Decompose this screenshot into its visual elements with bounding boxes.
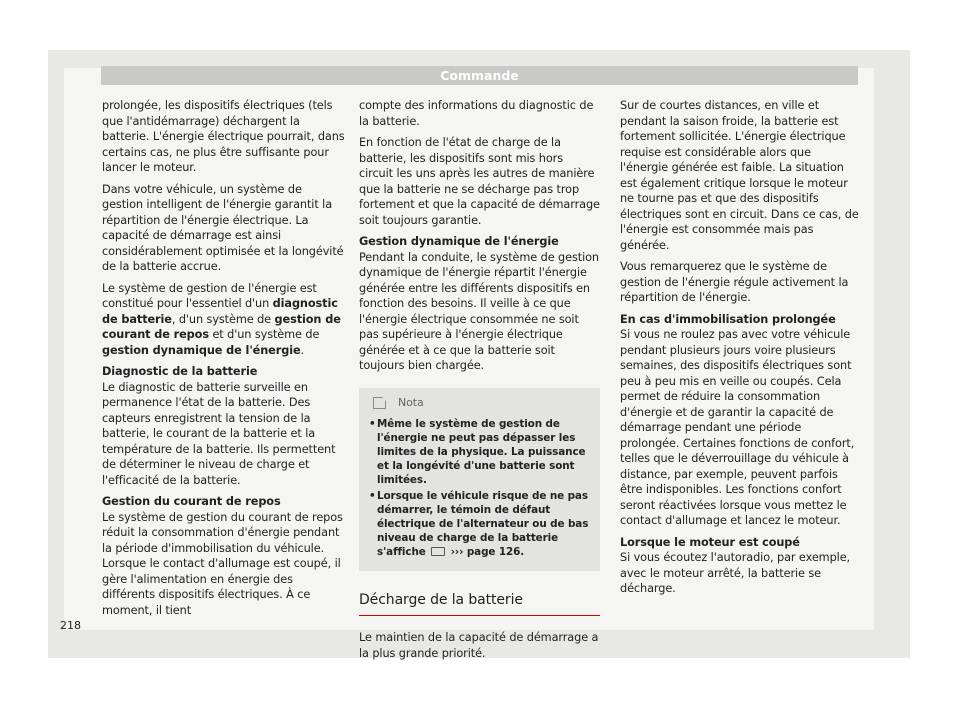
page-reference-link[interactable]: ››› page 126 [450, 545, 521, 558]
subheading: Gestion dynamique de l'énergie [359, 235, 559, 248]
text: Le système de gestion de l'énergie est constitué pour l'essentiel d'un [102, 281, 317, 310]
bullet-icon: • [369, 489, 376, 502]
bold-term: diagnostic de batterie [102, 297, 338, 326]
paragraph [102, 364, 346, 488]
column-1 [102, 98, 346, 624]
section-title: Décharge de la batterie [359, 593, 600, 617]
note-box [359, 388, 600, 571]
book-icon [431, 547, 445, 556]
text: Si vous ne roulez pas avec votre véhicule pendant plusieurs jours voire plusieurs semaines, des dispositifs électriques sont peu à peu mis en veille ou coupés. Cela permet de réduire la consommation d'énergie et de garantir la capacité de démarrage pendant une période prolongée. Certaines fonctions de confort, telles que le déverrouillage du véhicule à distance, par exemple, peuvent parfois être indisponibles. Les fonctions confort seront réactivées lorsque vous mettez le contact d'allumage et lancez le moteur. [620, 328, 855, 527]
subheading: Lorsque le moteur est coupé [620, 535, 800, 549]
column-2 [359, 98, 600, 667]
paragraph: Le maintien de la capacité de démarrage a la plus grande priorité. [359, 631, 599, 660]
subheading: En cas d'immobilisation prolongée [620, 312, 836, 326]
note-title: Nota [398, 395, 424, 409]
bold-term: gestion de courant de repos [102, 312, 341, 341]
paragraph [620, 535, 860, 597]
text: Pendant la conduite, le système de gestion dynamique de l'énergie répartit l'énergie générée entre les différents dispositifs en fonction des besoins. Il veille à ce que l'énergie électrique consommée ne soit pas supérieure à l'énergie électrique générée et à ce que la batterie soit toujours bien chargée. [359, 250, 599, 372]
note-icon [373, 397, 386, 409]
text: Si vous écoutez l'autoradio, par exemple, avec le moteur arrêté, la batterie se décharge. [620, 551, 851, 595]
paragraph: prolongée, les dispositifs électriques (tels que l'antidémarrage) déchargent la batterie. L'énergie électrique pourrait, dans certains cas, ne plus être suffisante pour lancer le moteur. [102, 99, 345, 174]
note-item [369, 489, 590, 559]
paragraph: compte des informations du diagnostic de la batterie. [359, 99, 594, 128]
paragraph [102, 281, 346, 359]
note-item [369, 417, 590, 487]
text: , d'un système de [171, 312, 275, 326]
note-header [369, 396, 590, 410]
subheading: Diagnostic de la batterie [102, 365, 258, 378]
paragraph [620, 312, 860, 529]
subheading: Gestion du courant de repos [102, 495, 281, 508]
column-3 [620, 98, 860, 603]
text: . [300, 343, 305, 357]
page-header: Commande [101, 66, 858, 85]
text: et d'un système de [208, 328, 320, 341]
text: Le système de gestion du courant de repos réduit la consommation d'énergie pendant la période d'immobilisation du véhicule. Lorsque le contact d'allumage est coupé, il gère l'alimentation en énergie des différents dispositifs électriques. À ce moment, il tient [102, 510, 343, 617]
text: Le diagnostic de batterie surveille en permanence l'état de la batterie. Des capteurs enregistrent la tension de la batterie, le courant de la batterie et la température de la batterie. Ils permettent de déterminer le niveau de charge et l'efficacité de la batterie. [102, 380, 336, 487]
bullet-icon: • [369, 417, 376, 430]
note-text: . [520, 545, 525, 558]
note-text: Lorsque le véhicule risque de ne pas démarrer, le témoin de défaut électrique de l'alternateur ou de bas niveau de charge de la batterie s'affiche [377, 489, 589, 558]
bold-term: gestion dynamique de l'énergie [102, 343, 301, 357]
paragraph: Vous remarquerez que le système de gestion de l'énergie régule activement la répartition de l'énergie. [620, 260, 849, 304]
paragraph [102, 494, 346, 618]
paragraph: Dans votre véhicule, un système de gestion intelligent de l'énergie garantit la répartition de l'énergie électrique. La capacité de démarrage est ainsi considérablement optimisée et la longévité de la batterie accrue. [102, 182, 344, 273]
paragraph: Sur de courtes distances, en ville et pendant la saison froide, la batterie est fortement sollicitée. L'énergie électrique requise est considérable alors que l'énergie générée est faible. La situation est également critique lorsque le moteur ne tourne pas et que des dispositifs électriques sont en circuit. Dans ce cas, de l'énergie est consommée mais pas générée. [620, 99, 859, 252]
paragraph: En fonction de l'état de charge de la batterie, les dispositifs sont mis hors circuit les uns après les autres de manière que la batterie ne se décharge pas trop fortement et que la capacité de démarrage soit toujours garantie. [359, 136, 600, 227]
note-text: Même le système de gestion de l'énergie ne peut pas dépasser les limites de la physique. La puissance et la longévité d'une batterie sont limitées. [377, 417, 586, 486]
paragraph [359, 234, 600, 374]
page-number: 218 [60, 619, 81, 632]
